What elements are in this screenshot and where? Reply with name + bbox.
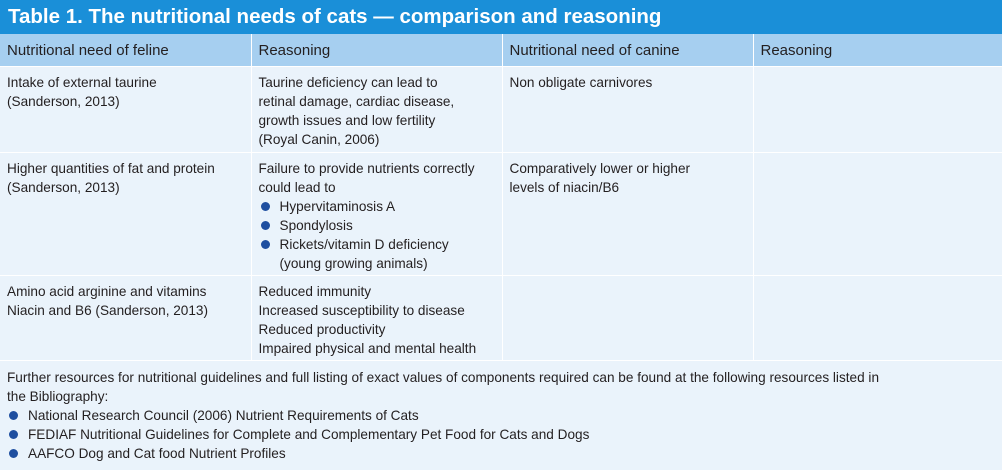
table-title: Table 1. The nutritional needs of cats — comparison and reasoning [0, 0, 1002, 34]
cell-feline-need [0, 276, 251, 361]
cell-canine-reasoning [753, 67, 1002, 153]
bullet-icon [9, 430, 18, 439]
list-item [259, 235, 496, 273]
bullet-icon [261, 221, 270, 230]
list-item [7, 406, 995, 425]
list-item-text: Spondylosis [279, 218, 353, 233]
nutrition-table [0, 34, 1002, 361]
cell-feline-need [0, 153, 251, 276]
cell-text: levels of niacin/B6 [509, 180, 620, 195]
bullet-icon [261, 240, 270, 249]
header-row [0, 34, 1002, 67]
cell-text: Higher quantities of fat and protein [7, 161, 215, 176]
list-item-text: Rickets/vitamin D deficiency (young growing animals) [279, 237, 449, 271]
list-item-text: National Research Council (2006) Nutrient Requirements of Cats [28, 408, 419, 423]
list-item [7, 425, 995, 444]
cell-text: Comparatively lower or higher [509, 161, 691, 176]
footer-text: Further resources for nutritional guidelines and full listing of exact values of components required can be found at the following resources listed in [7, 370, 879, 385]
bullet-icon [261, 202, 270, 211]
cell-text: Niacin and B6 (Sanderson, 2013) [7, 303, 209, 318]
cell-canine-need [502, 153, 753, 276]
cell-text: (Sanderson, 2013) [7, 180, 120, 195]
cell-text: retinal damage, cardiac disease, [258, 94, 455, 109]
header-feline-reasoning: Reasoning [251, 34, 502, 67]
list-item-text: AAFCO Dog and Cat food Nutrient Profiles [28, 446, 286, 461]
cell-canine-need [502, 276, 753, 361]
list-item-text: FEDIAF Nutritional Guidelines for Complete and Complementary Pet Food for Cats and Dogs [28, 427, 590, 442]
cell-text: Amino acid arginine and vitamins [7, 284, 207, 299]
cell-text: Taurine deficiency can lead to [258, 75, 438, 90]
reasoning-bullet-list [259, 197, 496, 273]
resources-bullet-list [7, 406, 995, 463]
cell-reasoning [251, 67, 502, 153]
cell-text: Reduced immunity [258, 284, 372, 299]
list-item [7, 444, 995, 463]
footer-text: the Bibliography: [7, 389, 109, 404]
cell-reasoning [251, 153, 502, 276]
bullet-icon [9, 411, 18, 420]
cell-text: could lead to [258, 180, 336, 195]
list-item [259, 197, 496, 216]
cell-text: Failure to provide nutrients correctly [258, 161, 475, 176]
bullet-icon [9, 449, 18, 458]
cell-reasoning [251, 276, 502, 361]
list-item-text: Hypervitaminosis A [279, 199, 396, 214]
cell-text: Reduced productivity [258, 322, 386, 337]
cell-canine-need [502, 67, 753, 153]
cell-text: (Sanderson, 2013) [7, 94, 120, 109]
table-row [0, 276, 1002, 361]
table-row [0, 153, 1002, 276]
cell-feline-need [0, 67, 251, 153]
table-row [0, 67, 1002, 153]
list-item [259, 216, 496, 235]
cell-text: Increased susceptibility to disease [258, 303, 465, 318]
header-canine-reasoning: Reasoning [753, 34, 1002, 67]
cell-text: Non obligate carnivores [509, 75, 653, 90]
cell-canine-reasoning [753, 276, 1002, 361]
header-feline-need: Nutritional need of feline [0, 34, 251, 67]
cell-text: growth issues and low fertility [258, 113, 436, 128]
header-canine-need: Nutritional need of canine [502, 34, 753, 67]
cell-text: (Royal Canin, 2006) [258, 132, 380, 147]
cell-text: Impaired physical and mental health [258, 341, 477, 356]
footer-resources [0, 361, 1002, 463]
cell-text: Intake of external taurine [7, 75, 157, 90]
cell-canine-reasoning [753, 153, 1002, 276]
